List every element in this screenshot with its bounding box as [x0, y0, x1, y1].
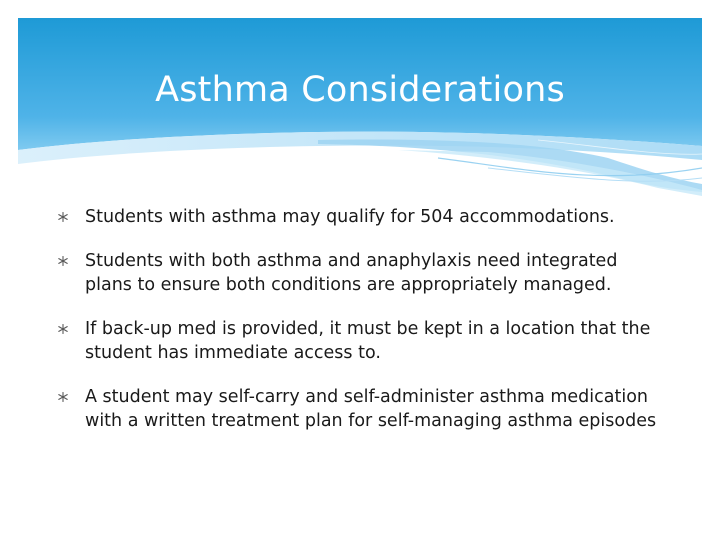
- asterisk-bullet-icon: [58, 256, 68, 266]
- bullet-text: Students with both asthma and anaphylaxis need integrated plans to ensure both conditions are appropriately managed.: [85, 251, 618, 295]
- bullet-text: If back-up med is provided, it must be kept in a location that the student has immediate access to.: [85, 319, 651, 363]
- asterisk-bullet-icon: [58, 392, 68, 402]
- list-item: [58, 249, 668, 297]
- list-item: [58, 317, 668, 365]
- list-item: [58, 385, 668, 433]
- asterisk-bullet-icon: [58, 212, 68, 222]
- bullet-text: A student may self-carry and self-administer asthma medication with a written treatment plan for self-managing asthma episodes: [85, 387, 657, 431]
- slide-title: Asthma Considerations: [155, 70, 565, 110]
- title-banner: [18, 18, 702, 198]
- bullet-list: [58, 205, 668, 453]
- asterisk-bullet-icon: [58, 324, 68, 334]
- list-item: [58, 205, 668, 229]
- bullet-text: Students with asthma may qualify for 504 accommodations.: [85, 207, 615, 227]
